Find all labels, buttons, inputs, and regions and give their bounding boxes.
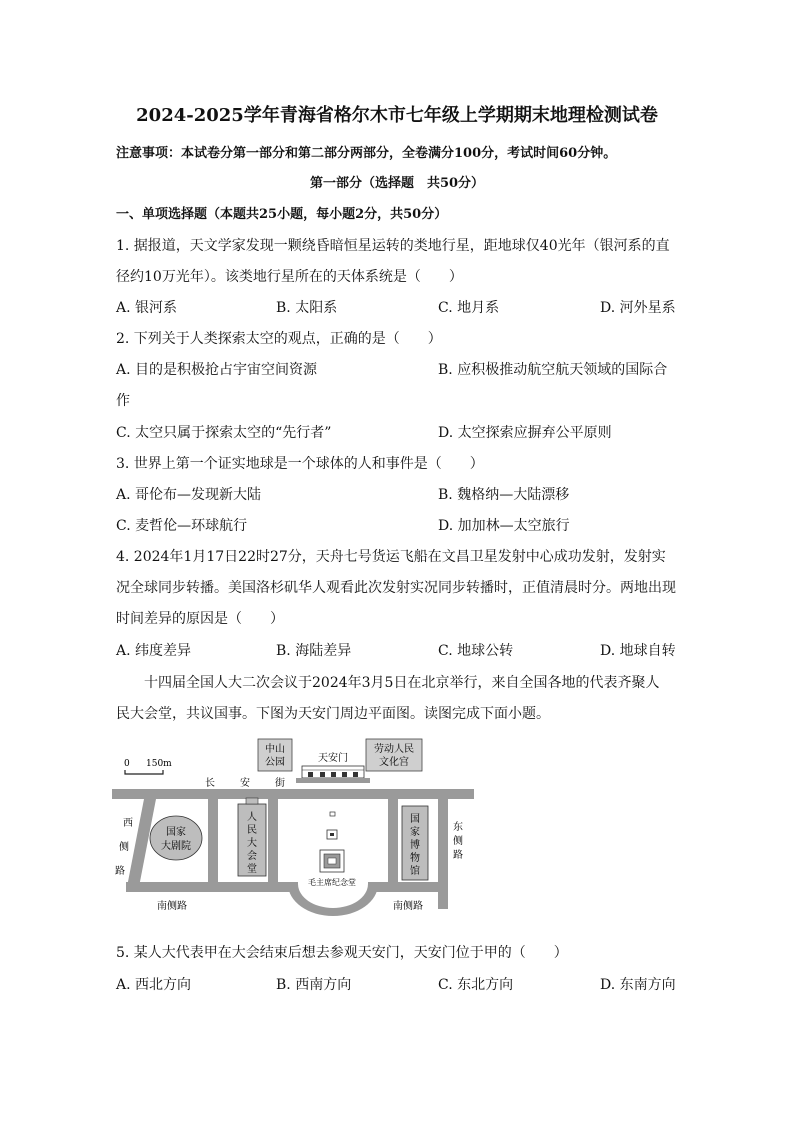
south-road-label-west: 南侧路	[157, 901, 187, 912]
passage-line2: 民大会堂，共议国事。下图为天安门周边平面图。读图完成下面小题。	[116, 706, 550, 722]
theatre-label-1: 国家	[166, 827, 186, 838]
q4-stem-line1: 4. 2024年1月17日22时27分，天舟七号货运飞船在文昌卫星发射中心成功发射，发射实	[116, 549, 666, 565]
workers-cultural-palace-label-1: 劳动人民	[374, 744, 414, 755]
q1-stem-line1: 1. 据报道，天文学家发现一颗绕昏暗恒星运转的类地行星，距地球仅40光年（银河系的直	[116, 238, 670, 254]
museum-label-4: 物	[410, 853, 420, 864]
q1-option-c: C. 地月系	[438, 300, 500, 316]
square-east-road	[388, 799, 398, 892]
q4-option-a: A. 纬度差异	[116, 643, 192, 659]
scale-zero-label: 0	[124, 759, 130, 769]
zhongshan-park-label-1: 中山	[265, 744, 285, 755]
hall-label-3: 大	[247, 838, 257, 849]
q1-option-d: D. 河外星系	[600, 300, 676, 316]
hall-label-2: 民	[247, 825, 257, 836]
national-grand-theatre	[150, 816, 202, 860]
east-road-label-3: 路	[453, 850, 463, 861]
q3-option-d: D. 加加林—太空旅行	[438, 518, 570, 534]
q1-option-b: B. 太阳系	[276, 300, 338, 316]
hall-label-1: 人	[247, 812, 257, 823]
flag-platform	[330, 812, 335, 816]
part-one-heading: 第一部分（选择题 共50分）	[309, 176, 485, 191]
q2-option-b-continued: 作	[116, 393, 130, 409]
q3-stem: 3. 世界上第一个证实地球是一个球体的人和事件是（ ）	[116, 456, 484, 472]
changan-avenue-label-3: 街	[275, 778, 285, 789]
east-road-label-1: 东	[453, 822, 463, 833]
exam-notice: 注意事项：本试卷分第一部分和第二部分两部分，全卷满分100分，考试时间60分钟。	[116, 146, 617, 161]
memorial-hall-label: 毛主席纪念堂	[308, 878, 356, 887]
museum-label-1: 国	[410, 814, 420, 825]
q3-option-b: B. 魏格纳—大陆漂移	[438, 487, 570, 503]
q5-stem: 5. 某人大代表甲在大会结束后想去参观天安门，天安门位于甲的（ ）	[116, 945, 568, 961]
q3-option-a: A. 哥伦布—发现新大陆	[116, 487, 262, 503]
inner-west-road	[208, 799, 218, 892]
q4-option-d: D. 地球自转	[600, 643, 676, 659]
square-south-curve-road	[288, 882, 378, 916]
q4-stem-line2: 况全球同步转播。美国洛杉矶华人观看此次发射实况同步转播时，正值清晨时分。两地出现	[116, 580, 676, 596]
q4-option-b: B. 海陆差异	[276, 643, 352, 659]
hall-label-4: 会	[247, 851, 257, 862]
tiananmen-base	[296, 778, 370, 783]
changan-avenue-label-2: 安	[240, 778, 250, 789]
q5-option-d: D. 东南方向	[600, 977, 676, 993]
south-side-road-east	[376, 882, 448, 892]
q1-option-a: A. 银河系	[116, 300, 178, 316]
q2-option-c: C. 太空只属于探索太空的“先行者”	[116, 425, 332, 441]
q1-stem-line2: 径约10万光年）。该类地行星所在的天体系统是（ ）	[116, 269, 463, 285]
q5-option-b: B. 西南方向	[276, 977, 352, 993]
changan-avenue-label-1: 长	[205, 778, 215, 789]
passage-line1: 十四届全国人大二次会议于2024年3月5日在北京举行，来自全国各地的代表齐聚人	[144, 675, 660, 691]
zhongshan-park-label-2: 公园	[265, 757, 285, 768]
south-side-road-west	[126, 882, 291, 892]
south-road-label-east: 南侧路	[393, 901, 423, 912]
tiananmen-area-map	[108, 734, 478, 918]
q2-stem: 2. 下列关于人类探索太空的观点，正确的是（ ）	[116, 331, 442, 347]
q3-option-c: C. 麦哲伦—环球航行	[116, 518, 248, 534]
museum-label-5: 馆	[410, 866, 420, 877]
workers-cultural-palace-label-2: 文化宫	[379, 757, 409, 768]
east-road-label-2: 侧	[453, 836, 463, 847]
west-road-label-2: 侧	[119, 842, 129, 853]
scale-distance-label: 150m	[146, 759, 172, 769]
q5-option-a: A. 西北方向	[116, 977, 192, 993]
q4-option-c: C. 地球公转	[438, 643, 514, 659]
west-road-label-3: 路	[115, 866, 125, 877]
theatre-label-2: 大剧院	[161, 841, 191, 852]
q2-option-d: D. 太空探索应摒弃公平原则	[438, 425, 612, 441]
q4-stem-line3: 时间差异的原因是（ ）	[116, 611, 284, 627]
q2-option-a: A. 目的是积极抢占宇宙空间资源	[116, 362, 318, 378]
museum-label-3: 博	[410, 840, 420, 851]
changan-avenue-road	[112, 789, 474, 799]
square-west-road	[268, 799, 278, 892]
q5-option-c: C. 东北方向	[438, 977, 514, 993]
page-title: 2024-2025学年青海省格尔木市七年级上学期期末地理检测试卷	[136, 105, 658, 126]
museum-label-2: 家	[410, 827, 420, 838]
east-side-road	[438, 799, 448, 909]
q2-option-b: B. 应积极推动航空航天领域的国际合	[438, 362, 668, 378]
section-one-heading: 一、单项选择题（本题共25小题，每小题2分，共50分）	[116, 207, 448, 222]
hall-label-5: 堂	[247, 864, 257, 875]
scale-bar	[125, 770, 163, 774]
tiananmen-label: 天安门	[318, 753, 348, 764]
west-road-label-1: 西	[123, 818, 133, 829]
